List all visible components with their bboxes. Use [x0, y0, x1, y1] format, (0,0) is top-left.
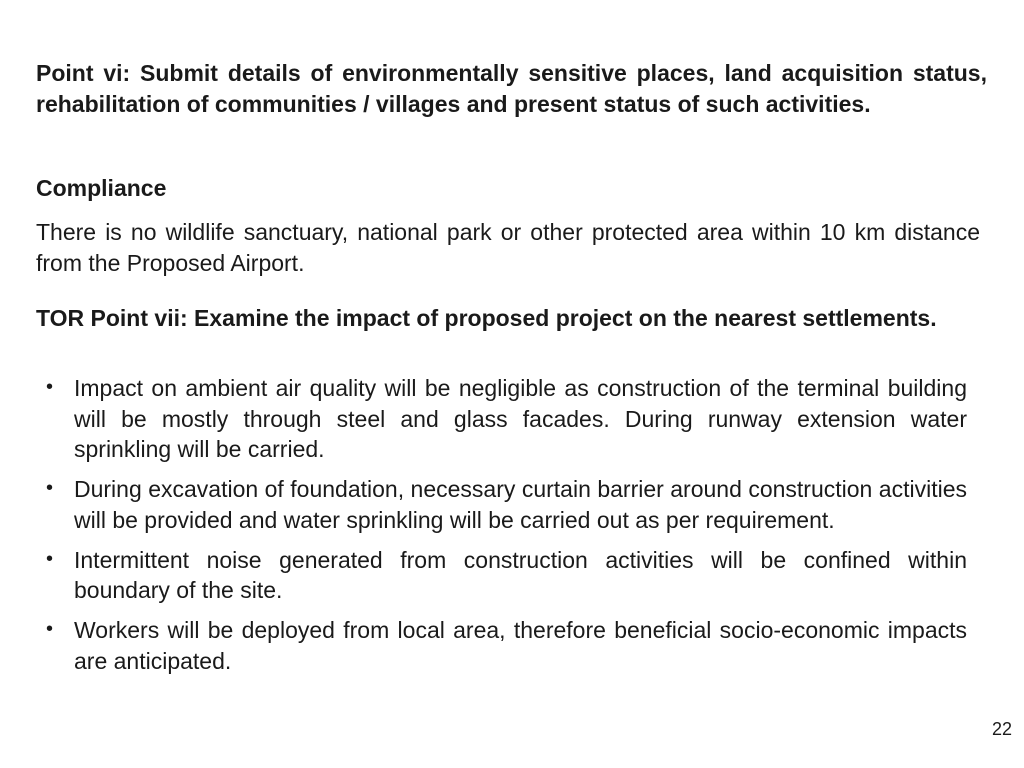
- bullet-text: Intermittent noise generated from construction activities will be confined within boundary of the site.: [74, 546, 967, 603]
- bullet-item: [36, 615, 967, 676]
- page-number: 22: [991, 719, 1012, 739]
- impact-bullet-list: [36, 373, 967, 686]
- bullet-icon: •: [46, 618, 54, 640]
- bullet-text: Impact on ambient air quality will be negligible as construction of the terminal building will be mostly through steel and glass facades. During runway extension water sprinkling will be carried.: [74, 375, 967, 462]
- bullet-item: [36, 474, 967, 535]
- point-vi-heading: Point vi: Submit details of environmentally sensitive places, land acquisition status, rehabilitation of communities / villages and present status of such activities.: [36, 60, 987, 117]
- bullet-text: Workers will be deployed from local area, therefore beneficial socio-economic impacts are anticipated.: [74, 617, 967, 674]
- bullet-item: [36, 545, 967, 606]
- bullet-icon: •: [46, 376, 54, 398]
- bullet-text: During excavation of foundation, necessary curtain barrier around construction activities will be provided and water sprinkling will be carried out as per requirement.: [74, 476, 967, 533]
- bullet-icon: •: [46, 547, 54, 570]
- tor-point-vii-heading: TOR Point vii: Examine the impact of proposed project on the nearest settlements.: [36, 305, 937, 331]
- bullet-item: [36, 373, 967, 465]
- compliance-heading: Compliance: [36, 175, 167, 201]
- bullet-icon: •: [46, 477, 54, 499]
- compliance-text: There is no wildlife sanctuary, national park or other protected area within 10 km distance from the Proposed Airport.: [36, 219, 980, 276]
